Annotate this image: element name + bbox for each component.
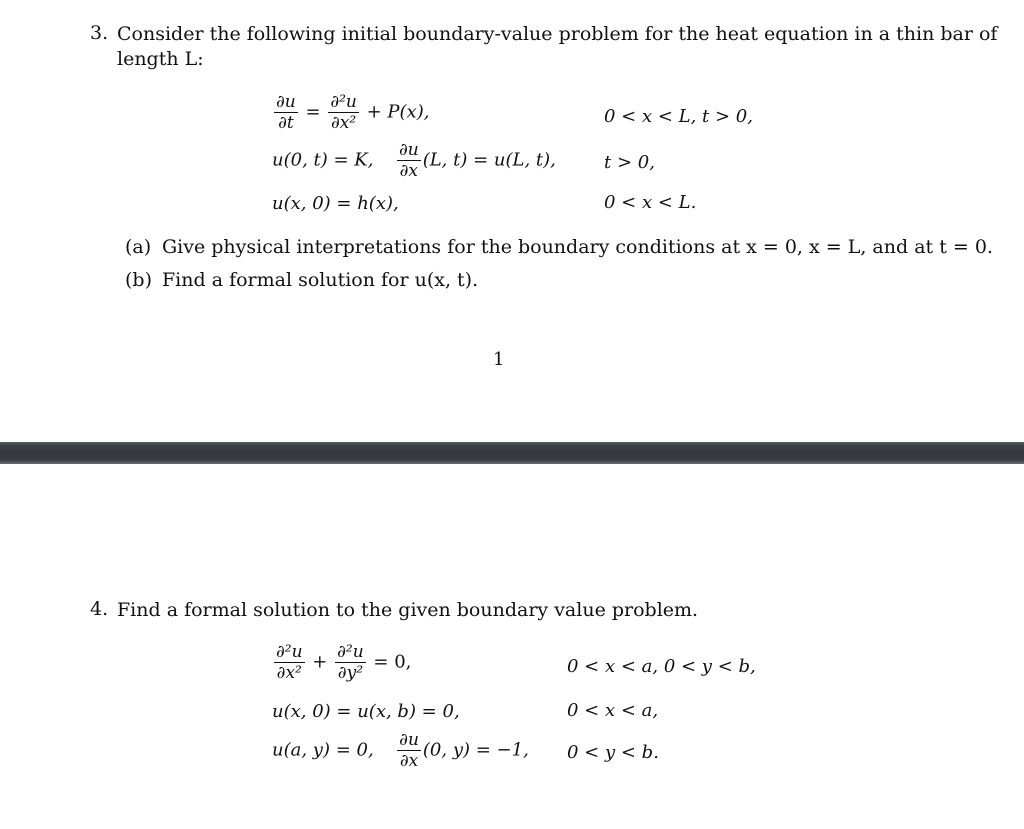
d2u-dx2-fraction bbox=[328, 92, 359, 133]
source-term: + P(x), bbox=[366, 101, 430, 123]
part-b-text: Find a formal solution for u(x, t). bbox=[162, 269, 479, 291]
problem-4-condition-3: 0 < y < b. bbox=[567, 742, 659, 763]
boundary-right: (L, t) = u(L, t), bbox=[422, 149, 556, 171]
fraction-denominator: ∂x bbox=[399, 751, 419, 771]
problem-3-number: 3. bbox=[90, 22, 109, 44]
boundary-right: (0, y) = −1, bbox=[422, 739, 529, 761]
problem-4-intro: Find a formal solution to the given boundary value problem. bbox=[117, 599, 699, 621]
problem-3-equation-3: u(x, 0) = h(x), bbox=[272, 193, 399, 214]
du-dt-fraction bbox=[274, 92, 298, 133]
boundary-left: u(a, y) = 0, bbox=[272, 739, 374, 761]
fraction-numerator: ∂²u bbox=[330, 92, 357, 112]
d2u-dx2-fraction bbox=[274, 642, 305, 683]
part-a-label: (a) bbox=[125, 236, 152, 258]
fraction-numerator: ∂²u bbox=[276, 642, 303, 662]
fraction-denominator: ∂t bbox=[278, 113, 294, 133]
boundary-left: u(0, t) = K, bbox=[272, 149, 374, 171]
fraction-denominator: ∂x² bbox=[330, 113, 357, 133]
page-number: 1 bbox=[493, 349, 505, 370]
fraction-denominator: ∂x bbox=[399, 161, 418, 181]
problem-3-intro-line-2: length L: bbox=[117, 48, 204, 70]
problem-3-condition-2: t > 0, bbox=[604, 152, 655, 173]
part-a-text: Give physical interpretations for the boundary conditions at x = 0, x = L, and at t = 0. bbox=[162, 236, 993, 258]
problem-3-equation-2 bbox=[272, 140, 556, 181]
problem-4-condition-1: 0 < x < a, 0 < y < b, bbox=[567, 656, 756, 677]
fraction-numerator: ∂u bbox=[276, 92, 296, 112]
problem-4-equation-1 bbox=[272, 642, 411, 683]
du-dx-fraction bbox=[397, 140, 421, 181]
problem-4-equation-2: u(x, 0) = u(x, b) = 0, bbox=[272, 701, 460, 722]
problem-4-condition-2: 0 < x < a, bbox=[567, 700, 659, 721]
problem-3-condition-3: 0 < x < L. bbox=[604, 192, 697, 213]
page-2 bbox=[0, 464, 1024, 829]
plus-sign: + bbox=[312, 651, 328, 673]
fraction-numerator: ∂²u bbox=[337, 642, 364, 662]
problem-3-intro-line-1: Consider the following initial boundary-value problem for the heat equation in a thin bar of bbox=[117, 23, 998, 45]
equals-zero: = 0, bbox=[373, 651, 412, 673]
part-b-label: (b) bbox=[125, 269, 152, 291]
page-separator bbox=[0, 442, 1024, 464]
fraction-denominator: ∂x² bbox=[276, 663, 302, 683]
problem-3-equation-1 bbox=[272, 92, 429, 133]
equals-sign: = bbox=[305, 101, 321, 123]
fraction-numerator: ∂u bbox=[398, 140, 419, 160]
problem-3-condition-1: 0 < x < L, t > 0, bbox=[604, 106, 753, 127]
du-dx-fraction bbox=[397, 730, 421, 771]
problem-4-equation-3 bbox=[272, 730, 529, 771]
fraction-numerator: ∂u bbox=[399, 730, 419, 750]
d2u-dy2-fraction bbox=[335, 642, 366, 683]
problem-4-number: 4. bbox=[90, 598, 109, 620]
fraction-denominator: ∂y² bbox=[337, 663, 364, 683]
